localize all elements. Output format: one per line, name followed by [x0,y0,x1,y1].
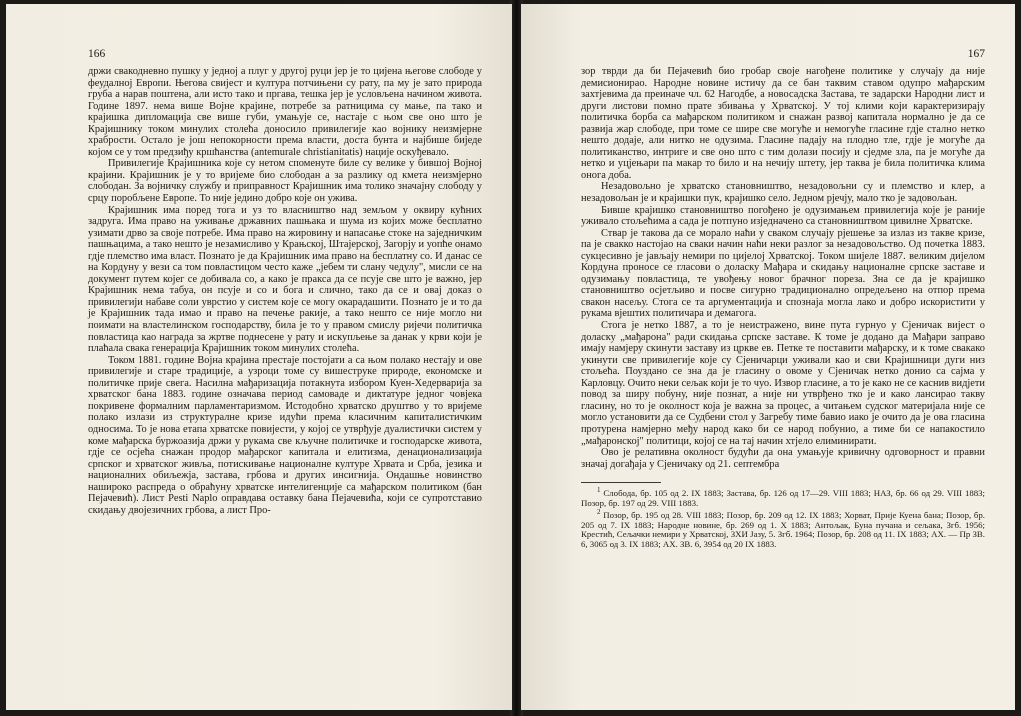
paragraph: Ствар је такова да се морало наћи у сваком случају рјешење за излаз из такве кризе, па је свакко настојао на сваки начин наћи неки разлог за незадовољство. Од почетка 1883. сукцесивно је јављају немири по цијелој Хрватској. Током шијеле 1887. великим дијелом Кордуна проносе се гласови о доласку Мађара и скидању националне српске заставе и одузимању повластица, те увођењу новог брачног пореза. Зна се да је крајишко становништво осјетљиво и посве сигурно традиционално опредељено на отпор према свакон насељу. Стога се та аргументација и спознаја могла лако и добро искористити у рукама вјештих политичара и демагога. [581,227,985,320]
footnotes [581,478,985,549]
right-page [521,4,1015,710]
paragraph: Крајишник има поред тога и уз то власништво над земљом у оквиру кућних задруга. Има право на уживање државних пашњака и шума из којих може бесплатно узимати дрво за своје потребе. Има право на жировину и напасање стоке на заједничким пашњацима, а тако нешто је незамисливо у Крањској, Штајерској, Загорју и уопће онамо гдје племство има власт. Познато је да Крајишник има право на бесплатну со. И данас се на Кордуну у вези са том повластицом често каже „јебем ти слану чедулу", мисли се на документ путем којег се добивала со, а како је пракса да се псује све што је важно, јер Крајишник нема табуа, он псује и со и бога и слично, тако да се и овај доказ о привилегији набаве соли уврстио у систем које се могу окарадашити. Познато је и то да је Крајишник тада имао и право на печење ракије, а тако нешто се није могло ни поимати на властелинском господарству, била је то у правом смислу ријечи политичка повластица као награда за жртве поднесене у рату и искупљење за данак у крви који је плаћала свака генерација Крајишник током минулих столећа. [88,204,482,355]
footnote-number: 1 [597,486,601,495]
paragraph: држи свакодневно пушку у једној а плуг у другој руци јер је то цијена његове слободе у феудалној Европи. Његова свијест и култура потчињени су рату, па му је зато природа груба а нарав поштена, али исто тако и пргава, тешка јер је условљена начином живота. Године 1897. нема више Војне крајине, потребе за ратницима су мање, па тако и крајишка дипломација све више губи, умањује се, настаје с њом све оно што је Крајишнику током минулих столећа доносило привилегије као војнику неизмјерне храбрости. Остало је још непокорности према власти, доста бунта и најбише биједе којом се у том предзиђу кршћанства (antemurale christianitatis) нације оскуђевало. [88,66,482,158]
footnote-text: Слобода, бр. 105 од 2. IX 1883; Застава, бр. 126 од 17—29. VIII 1883; НАЗ, бр. 66 од 29. VIII 1883; Позор, бр. 197 од 29. VIII 1883. [581,488,986,508]
paragraph: Бивше крајишко становништво погођено је одузимањем привилегија које је раније уживало стољећима а сада је потпуно изједначено са становништвом цивилне Хрватске. [581,204,985,228]
footnote-number: 2 [597,508,601,517]
footnote [581,486,985,508]
paragraph: Ово је релативна околност будући да она умањује кривичну одговорност и правни значај догађаја у Сјеничаку од 21. септембра [581,447,985,470]
page-number: 166 [88,48,106,60]
footnote [581,508,985,549]
left-page-body [88,66,482,516]
paragraph: Стога је нетко 1887, а то је неистражено, вине пута гурнуо у Сјеничак вијест о доласку „мађарона" ради скидања српске заставе. К томе је додано да Мађари заправо имају намјеру скинути заставу из цркве ев. Петке те поставити мађарску, и к томе свакако укинути све привилегије које су Сјеничарци уживали као и сви Крајишници дуги низ стољећа. Поуздано се зна да је гласину о овоме у Сјеничак нетко донио са сајма у Карловцу. Очито неки сељак који је то чуо. Извор гласине, а то је како не се каснив видјети повод за ширу побуну, није познат, а није ни утврђено тко је и како лансирао такву гласину, но то је околност која је важна за процес, а читањем судског материјала није се могло установити да се Судбени стол у Загребу тиме бавио иако је очито да је ова гласина протурена намјерно међу народ како би се народ побунио, а тиме би се напакостило „мађаронској" политици, којој се на тај начин хтјело елиминирати. [581,320,985,447]
paragraph: зор тврди да би Пејачевић био гробар своје нагођене политике у случају да није демисионирао. Народне новине истичу да се бан таквим ставом одупро мађарским захтјевима да преиначе чл. 62 Нагодбе, а новосадска Застава, те задарски Народни лист и други листови помно прате збивања у Хрватској. У тој клими који карактеризирају политичка борба са мађарском политиком и снажан развој капитала нормално је да се развија жар слободе, при томе се шире све могуће и немогуће гласине гдје стално нетко нешто додаје, али нитко не одузима. Гласине падају на плодно тле, гдје је могуће да политиканство, интриге и све оно што с тим долази посију и сједме зла, па је могуће да нетко и уцјењари па макар то било и на нечију штету, јер таква је била политичка клима онога доба. [581,66,985,181]
left-page [6,4,512,710]
paragraph: Привилегије Крајишника које су нетом споменуте биле су велике у бившој Војној крајини. Крајишник је у то вријеме био слободан а за разлику од кмета неизмјерно слободан. За војничку службу и приправност Крајишник има толико значајну слободу у срцу поробљене Европе. То није једино добро које он ужива. [88,158,482,205]
right-page-body [581,66,985,470]
footnote-rule [581,482,661,483]
paragraph: Током 1881. године Војна крајина престаје постојати а са њом полако нестају и ове привилегије и старе традиције, а узроци томе су вишеструке природе, економске и политичке прије свега. Насилна мађаризација потакнута избором Куен-Хедерварија за хрватског бана 1883. године означава период самоваде и диктатуре једног човјека покривене формалним парламентаризмом. Истодобно хрватско друштво у то вријеме полако излази из структуралне кризе идући према класичним капиталистичким односима. То је нова етапа хрватске повијести, у којој се утврђује дуалистички систем у коме мађарска буржоазија држи у рукама све кључне политичке и господарске живота, гдје се осјећа снажан продор мађарског капитала и елитизма, денационализација српског и хрватског живља, потискивање националне културе Хрвата и Срба, језика и националних обиљежја, застава, грбова и других инсигнија. Ондашње новинство нашироко распреда о обраћуну хрватске интелигенције са мађарском политиком (бан Пејачевић). Лист Pesti Naplo оправдава оставку бана Пејачевића, који се супротставио скидању двојезичних грбова, а лист Про- [88,354,482,516]
paragraph: Незадовољно је хрватско становништво, незадовољни су и племство и клер, а незадовољан је и крајишки пук, крајишко село. Једном рјечју, мало тко је задовољан. [581,181,985,205]
footnote-text: Позор, бр. 195 од 28. VIII 1883; Позор, бр. 209 од 12. IX 1883; Хорват, Пријe Куена бана; Позор, бр. 205 од 7. IX 1883; Народне новине, бр. 269 од 1. X 1883; Антољак, Буна пучана и сељака, Згб. 1956; Крестић, Сељачки немири у Хрватској, ЗХИ Јазу, 5. Згб. 1964; Позор, бр. 208 од 11. IX 1883; АХ. — Пр ЗВ. 6, 3065 од 3. IX 1883; АХ. ЗВ. 6, 3954 од 20 IX 1883. [581,510,985,549]
page-number: 167 [967,48,985,60]
